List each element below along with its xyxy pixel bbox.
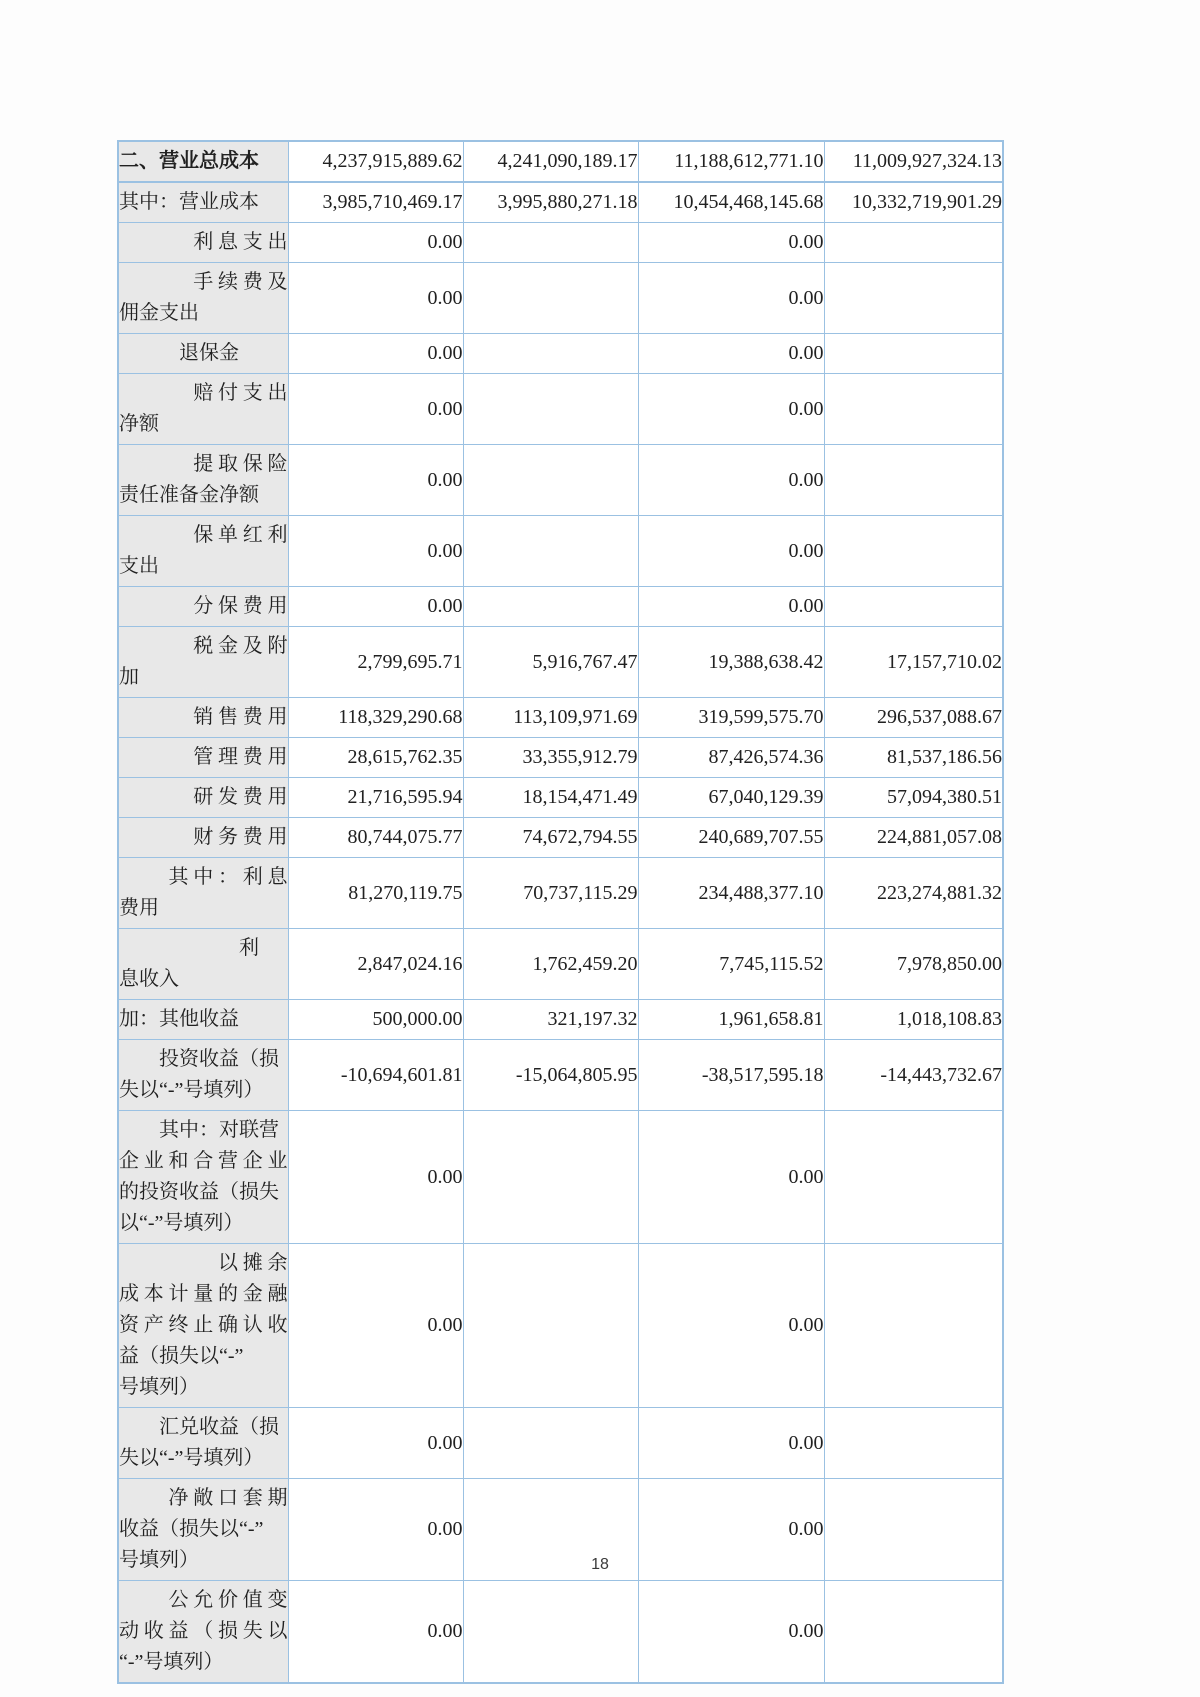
row-label-line: 动 收 益 （ 损 失 以 <box>119 1620 288 1642</box>
value-cell <box>463 223 638 263</box>
value-cell: 0.00 <box>288 1408 463 1479</box>
value-cell: 4,241,090,189.17 <box>463 141 638 182</box>
table-row <box>118 738 1003 778</box>
row-label-line: 其中：对联营 <box>119 1119 279 1141</box>
value-cell: 28,615,762.35 <box>288 738 463 778</box>
value-cell: 21,716,595.94 <box>288 778 463 818</box>
value-cell: 87,426,574.36 <box>638 738 824 778</box>
value-cell: 224,881,057.08 <box>824 818 1003 858</box>
row-label-line: 赔 付 支 出 <box>193 382 288 404</box>
row-label-line: 费用 <box>119 897 159 919</box>
value-cell: 0.00 <box>638 1581 824 1684</box>
value-cell: 3,985,710,469.17 <box>288 182 463 223</box>
row-label-line: 以 摊 余 <box>218 1252 288 1274</box>
row-label <box>118 929 288 1000</box>
row-label-line: 号填列） <box>119 1549 199 1571</box>
row-label-line: “-”号填列） <box>119 1651 224 1673</box>
value-cell: 0.00 <box>638 334 824 374</box>
value-cell: 2,847,024.16 <box>288 929 463 1000</box>
row-label-line: 利 <box>119 937 259 959</box>
table-row <box>118 1111 1003 1244</box>
row-label <box>118 1408 288 1479</box>
row-label-line: 保 单 红 利 <box>193 524 288 546</box>
table-row <box>118 929 1003 1000</box>
value-cell <box>824 587 1003 627</box>
value-cell <box>824 263 1003 334</box>
row-label <box>118 738 288 778</box>
value-cell: 3,995,880,271.18 <box>463 182 638 223</box>
value-cell <box>463 587 638 627</box>
value-cell: 7,745,115.52 <box>638 929 824 1000</box>
value-cell: 4,237,915,889.62 <box>288 141 463 182</box>
value-cell: 57,094,380.51 <box>824 778 1003 818</box>
table-row <box>118 778 1003 818</box>
row-label <box>118 223 288 263</box>
row-label-line: 益（损失以“-” <box>119 1345 244 1367</box>
row-label-line: 税 金 及 附 <box>193 635 288 657</box>
value-cell: -15,064,805.95 <box>463 1040 638 1111</box>
table-row <box>118 1408 1003 1479</box>
table-row <box>118 182 1003 223</box>
table-row <box>118 223 1003 263</box>
value-cell: -14,443,732.67 <box>824 1040 1003 1111</box>
value-cell: 10,454,468,145.68 <box>638 182 824 223</box>
value-cell: 234,488,377.10 <box>638 858 824 929</box>
table-row <box>118 263 1003 334</box>
value-cell: 1,961,658.81 <box>638 1000 824 1040</box>
row-label-line: 佣金支出 <box>119 302 199 324</box>
value-cell <box>824 223 1003 263</box>
value-cell: 70,737,115.29 <box>463 858 638 929</box>
table-row <box>118 1244 1003 1408</box>
value-cell: 0.00 <box>288 374 463 445</box>
value-cell: 0.00 <box>288 1244 463 1408</box>
value-cell <box>824 1111 1003 1244</box>
row-label-line: 失以“-”号填列） <box>119 1447 264 1469</box>
value-cell: 67,040,129.39 <box>638 778 824 818</box>
value-cell: 321,197.32 <box>463 1000 638 1040</box>
row-label-line: 利 息 支 出 <box>193 231 288 253</box>
row-label-line: 手 续 费 及 <box>193 271 288 293</box>
value-cell: 0.00 <box>638 445 824 516</box>
row-label-line: 二、营业总成本 <box>119 150 259 172</box>
value-cell: 0.00 <box>288 516 463 587</box>
table-row <box>118 516 1003 587</box>
table-row <box>118 858 1003 929</box>
value-cell: 33,355,912.79 <box>463 738 638 778</box>
row-label-line: 分 保 费 用 <box>193 595 288 617</box>
value-cell: 118,329,290.68 <box>288 698 463 738</box>
value-cell: 17,157,710.02 <box>824 627 1003 698</box>
income-statement-table <box>117 140 1004 1684</box>
value-cell: 240,689,707.55 <box>638 818 824 858</box>
value-cell: -10,694,601.81 <box>288 1040 463 1111</box>
value-cell: 0.00 <box>288 1111 463 1244</box>
value-cell: 0.00 <box>638 1111 824 1244</box>
value-cell <box>463 1408 638 1479</box>
value-cell: 0.00 <box>638 516 824 587</box>
row-label-line: 企 业 和 合 营 企 业 <box>119 1150 288 1172</box>
value-cell: 0.00 <box>638 263 824 334</box>
row-label-line: 支出 <box>119 555 159 577</box>
value-cell: 0.00 <box>638 374 824 445</box>
value-cell: 0.00 <box>638 1244 824 1408</box>
row-label <box>118 1581 288 1684</box>
row-label-line: 销 售 费 用 <box>193 706 288 728</box>
value-cell: 81,270,119.75 <box>288 858 463 929</box>
value-cell <box>824 1581 1003 1684</box>
row-label-line: 其 中 ： 利 息 <box>168 866 288 888</box>
row-label-line: 收益（损失以“-” <box>119 1518 264 1540</box>
value-cell: 0.00 <box>638 587 824 627</box>
table-row <box>118 698 1003 738</box>
value-cell: 19,388,638.42 <box>638 627 824 698</box>
value-cell: 11,009,927,324.13 <box>824 141 1003 182</box>
value-cell <box>824 516 1003 587</box>
value-cell: 0.00 <box>288 1581 463 1684</box>
table-row <box>118 818 1003 858</box>
row-label-line: 研 发 费 用 <box>193 786 288 808</box>
table-row <box>118 1581 1003 1684</box>
value-cell <box>463 374 638 445</box>
value-cell: 0.00 <box>638 223 824 263</box>
value-cell <box>824 1408 1003 1479</box>
value-cell <box>824 334 1003 374</box>
table-row <box>118 445 1003 516</box>
value-cell <box>463 334 638 374</box>
row-label <box>118 1244 288 1408</box>
row-label-line: 以“-”号填列） <box>119 1212 244 1234</box>
table-row <box>118 627 1003 698</box>
row-label-line: 提 取 保 险 <box>193 453 288 475</box>
table-row <box>118 334 1003 374</box>
row-label <box>118 374 288 445</box>
page-number: 18 <box>591 1556 609 1573</box>
value-cell <box>463 1111 638 1244</box>
value-cell: 0.00 <box>288 223 463 263</box>
value-cell <box>463 1581 638 1684</box>
row-label-line: 息收入 <box>119 968 179 990</box>
row-label-line: 成 本 计 量 的 金 融 <box>119 1283 288 1305</box>
value-cell <box>463 1244 638 1408</box>
value-cell: 113,109,971.69 <box>463 698 638 738</box>
value-cell <box>824 445 1003 516</box>
row-label-line: 财 务 费 用 <box>193 826 288 848</box>
row-label-line: 资 产 终 止 确 认 收 <box>119 1314 288 1336</box>
table-row <box>118 374 1003 445</box>
row-label-line: 管 理 费 用 <box>193 746 288 768</box>
value-cell: 223,274,881.32 <box>824 858 1003 929</box>
row-label-line: 公 允 价 值 变 <box>168 1589 288 1611</box>
value-cell: 0.00 <box>288 445 463 516</box>
value-cell: 74,672,794.55 <box>463 818 638 858</box>
row-label <box>118 516 288 587</box>
value-cell <box>824 1244 1003 1408</box>
value-cell: 0.00 <box>288 263 463 334</box>
value-cell: 81,537,186.56 <box>824 738 1003 778</box>
row-label <box>118 141 288 182</box>
row-label <box>118 1040 288 1111</box>
row-label <box>118 263 288 334</box>
row-label <box>118 627 288 698</box>
value-cell: 0.00 <box>288 587 463 627</box>
value-cell: 319,599,575.70 <box>638 698 824 738</box>
income-statement-table-wrap <box>117 140 1004 1684</box>
value-cell: 1,018,108.83 <box>824 1000 1003 1040</box>
value-cell: 0.00 <box>288 334 463 374</box>
row-label <box>118 818 288 858</box>
value-cell <box>463 516 638 587</box>
value-cell: 7,978,850.00 <box>824 929 1003 1000</box>
table-row <box>118 1000 1003 1040</box>
row-label <box>118 1111 288 1244</box>
row-label <box>118 587 288 627</box>
table-row <box>118 1040 1003 1111</box>
value-cell: 296,537,088.67 <box>824 698 1003 738</box>
row-label <box>118 858 288 929</box>
row-label <box>118 778 288 818</box>
row-label-line: 投资收益（损 <box>119 1048 279 1070</box>
row-label-line: 失以“-”号填列） <box>119 1079 264 1101</box>
value-cell: 0.00 <box>288 1479 463 1581</box>
row-label-line: 退保金 <box>119 342 239 364</box>
row-label-line: 号填列） <box>119 1376 199 1398</box>
value-cell: 10,332,719,901.29 <box>824 182 1003 223</box>
row-label-line: 其中：营业成本 <box>119 191 259 213</box>
row-label-line: 净 敞 口 套 期 <box>168 1487 288 1509</box>
row-label <box>118 182 288 223</box>
value-cell: 18,154,471.49 <box>463 778 638 818</box>
row-label-line: 加 <box>119 666 139 688</box>
row-label-line: 加：其他收益 <box>119 1008 239 1030</box>
value-cell <box>824 374 1003 445</box>
table-row <box>118 141 1003 182</box>
value-cell: 0.00 <box>638 1408 824 1479</box>
value-cell: 2,799,695.71 <box>288 627 463 698</box>
row-label <box>118 1000 288 1040</box>
row-label-line: 的投资收益（损失 <box>119 1181 279 1203</box>
income-statement-body <box>118 141 1003 1683</box>
value-cell: 500,000.00 <box>288 1000 463 1040</box>
value-cell <box>463 263 638 334</box>
row-label <box>118 445 288 516</box>
row-label-line: 汇兑收益（损 <box>119 1416 279 1438</box>
row-label-line: 净额 <box>119 413 159 435</box>
row-label <box>118 698 288 738</box>
value-cell: 1,762,459.20 <box>463 929 638 1000</box>
table-row <box>118 587 1003 627</box>
value-cell: -38,517,595.18 <box>638 1040 824 1111</box>
value-cell: 0.00 <box>638 1479 824 1581</box>
row-label-line: 责任准备金净额 <box>119 484 259 506</box>
value-cell: 80,744,075.77 <box>288 818 463 858</box>
value-cell <box>463 445 638 516</box>
value-cell: 5,916,767.47 <box>463 627 638 698</box>
row-label <box>118 334 288 374</box>
value-cell: 11,188,612,771.10 <box>638 141 824 182</box>
